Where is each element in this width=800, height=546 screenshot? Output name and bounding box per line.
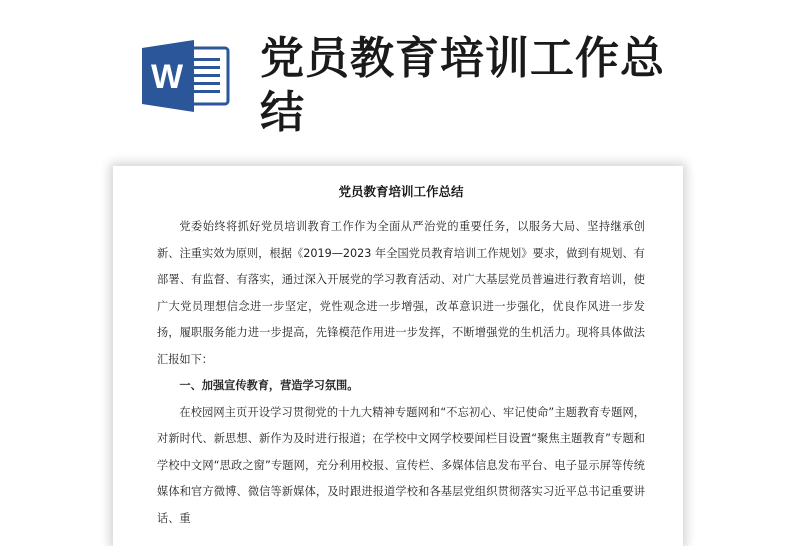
document-heading: 党员教育培训工作总结	[338, 184, 464, 199]
document-body	[113, 166, 683, 532]
page-title: 党员教育培训工作总结	[260, 33, 665, 138]
document-paragraph-intro: 党委始终将抓好党员培训教育工作作为全面从严治党的重要任务，以服务大局、坚持继承创新、注重实效为原则，根据《2019—2023 年全国党员教育培训工作规划》要求，做到有规划、有部署、有监督、有落实，通过深入开展党的学习教育活动、对广大基层党员普遍进行教育培训，使广大党员理想信念进一步坚定，党性观念进一步增强，改革意识进一步强化，优良作风进一步发扬，履职服务能力进一步提高，先锋模范作用进一步发挥，不断增强党的生机活力。现将具体做法汇报如下：	[157, 220, 645, 366]
document-paragraph-section: 在校园网主页开设学习贯彻党的十九大精神专题网和“不忘初心、牢记使命”主题教育专题网，对新时代、新思想、新作为及时进行报道；在学校中文网学校要闻栏目设置“聚焦主题教育”专题和学校中文网“思政之窗”专题网，充分利用校报、宣传栏、多媒体信息发布平台、电子显示屏等传统媒体和官方微博、微信等新媒体，及时跟进报道学校和各基层党组织贯彻落实习近平总书记重要讲话、重	[157, 405, 645, 525]
word-logo-icon	[142, 40, 230, 112]
section-heading: 一、加强宣传教育，营造学习氛围。	[179, 379, 359, 392]
document-page	[113, 166, 683, 546]
word-logo-letter: W	[150, 58, 184, 96]
